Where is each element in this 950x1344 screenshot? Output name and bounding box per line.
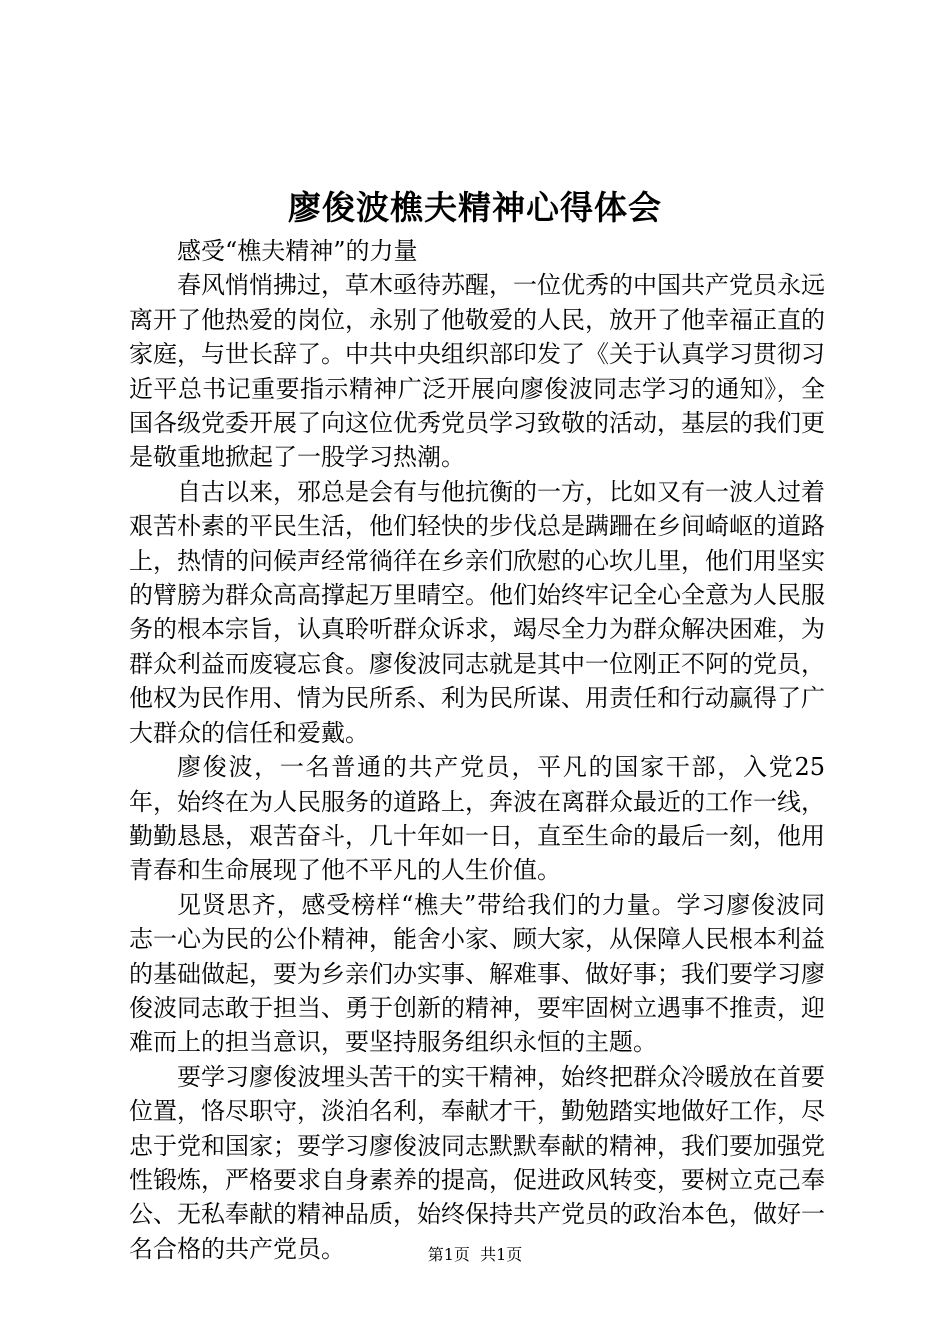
paragraph: 自古以来，邪总是会有与他抗衡的一方，比如又有一波人过着艰苦朴素的平民生活，他们轻快的步伐总是蹒跚在乡间崎岖的道路上，热情的问候声经常徜徉在乡亲们欣慰的心坎儿里，他们用坚实的臂膀为群众高高撑起万里晴空。他们始终牢记全心全意为人民服务的根本宗旨，认真聆听群众诉求，竭尽全力为群众解决困难，为群众利益而废寝忘食。廖俊波同志就是其中一位刚正不阿的党员，他权为民作用、情为民所系、利为民所谋、用责任和行动赢得了广大群众的信任和爱戴。 xyxy=(129,477,825,747)
footer-spacer xyxy=(470,1245,480,1264)
page-footer xyxy=(0,1245,950,1265)
document-title: 廖俊波樵夫精神心得体会 xyxy=(288,188,662,227)
paragraph: 春风悄悄拂过，草木亟待苏醒，一位优秀的中国共产党员永远离开了他热爱的岗位，永别了他敬爱的人民，放开了他幸福正直的家庭，与世长辞了。中共中央组织部印发了《关于认真学习贯彻习近平总书记重要指示精神广泛开展向廖俊波同志学习的通知》，全国各级党委开展了向这位优秀党员学习致敬的活动，基层的我们更是敬重地掀起了一股学习热潮。 xyxy=(129,271,825,472)
page-total: 共1页 xyxy=(480,1245,523,1264)
paragraph: 见贤思齐，感受榜样“樵夫”带给我们的力量。学习廖俊波同志一心为民的公仆精神，能舍小家、顾大家，从保障人民根本利益的基础做起，要为乡亲们办实事、解难事、做好事；我们要学习廖俊波同志敢于担当、勇于创新的精神，要牢固树立遇事不推责，迎难而上的担当意识，要坚持服务组织永恒的主题。 xyxy=(129,890,825,1057)
document-body xyxy=(129,234,825,1266)
page-number: 第1页 xyxy=(427,1245,470,1264)
paragraph: 要学习廖俊波埋头苦干的实干精神，始终把群众冷暖放在首要位置，恪尽职守，淡泊名利，奉献才干，勤勉踏实地做好工作，尽忠于党和国家；要学习廖俊波同志默默奉献的精神，我们要加强党性锻炼，严格要求自身素养的提高，促进政风转变，要树立克己奉公、无私奉献的精神品质，始终保持共产党员的政治本色，做好一名合格的共产党员。 xyxy=(129,1062,825,1263)
paragraph: 廖俊波，一名普通的共产党员，平凡的国家干部，入党25年，始终在为人民服务的道路上，奔波在离群众最近的工作一线，勤勤恳恳，艰苦奋斗，几十年如一日，直至生命的最后一刻，他用青春和生命展现了他不平凡的人生价值。 xyxy=(129,753,825,885)
paragraph-subtitle: 感受“樵夫精神”的力量 xyxy=(177,237,418,265)
